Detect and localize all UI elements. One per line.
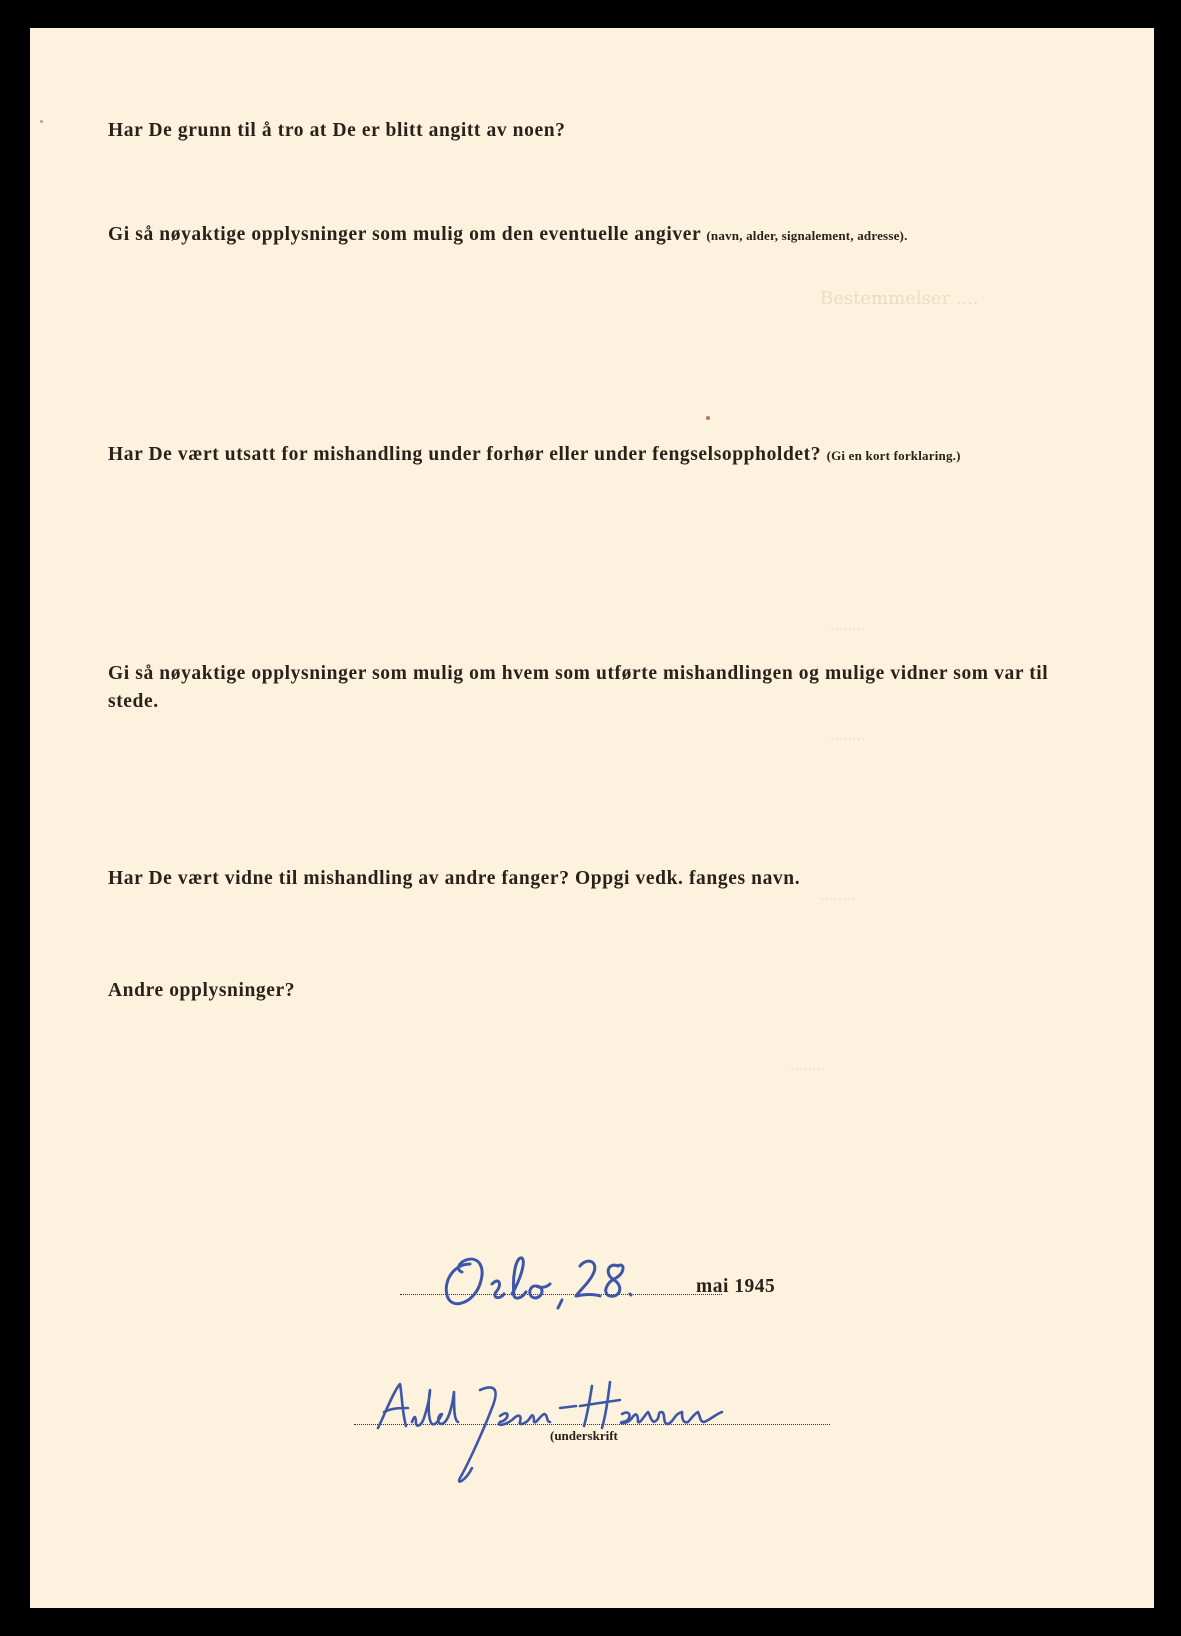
ink-speck [40,120,43,123]
ink-speck [706,416,710,420]
form-page [30,28,1154,1608]
signature-caption: (underskrift [550,1428,618,1443]
date-printed-suffix: mai 1945 [696,1276,776,1297]
question-mistreatment [108,444,961,466]
question-informer-text: Gi så nøyaktige opplysninger som mulig om den eventuelle angiver [108,224,701,245]
show-through-mark: ........ [820,888,856,904]
question-denounced: Har De grunn til å tro at De er blitt angitt av noen? [108,120,566,141]
question-other-info: Andre opplysninger? [108,980,296,1001]
question-informer-note: (navn, alder, signalement, adresse). [706,228,908,243]
handwritten-signature-text: Aild Jean-Hansen [370,1368,378,1369]
question-mistreatment-text: Har De vært utsatt for mishandling under forhør eller under fengselsoppholdet? [108,444,822,465]
handwritten-date [430,1236,650,1316]
question-perpetrators: Gi så nøyaktige opplysninger som mulig om hvem som utførte mishandlingen og mulige vidner som var til stede. [108,663,1049,712]
question-witness: Har De vært vidne til mishandling av andre fanger? Oppgi vedk. fanges navn. [108,868,801,889]
question-mistreatment-note: (Gi en kort forklaring.) [826,448,961,463]
show-through-mark: ........ [790,1058,826,1074]
handwritten-date-text: Oslo 28. [430,1236,434,1237]
show-through-mark: ........ [830,728,866,744]
show-through-mark: Bestemmelser .... [820,288,979,309]
show-through-mark: ........ [830,618,866,634]
question-informer-details [108,224,908,246]
